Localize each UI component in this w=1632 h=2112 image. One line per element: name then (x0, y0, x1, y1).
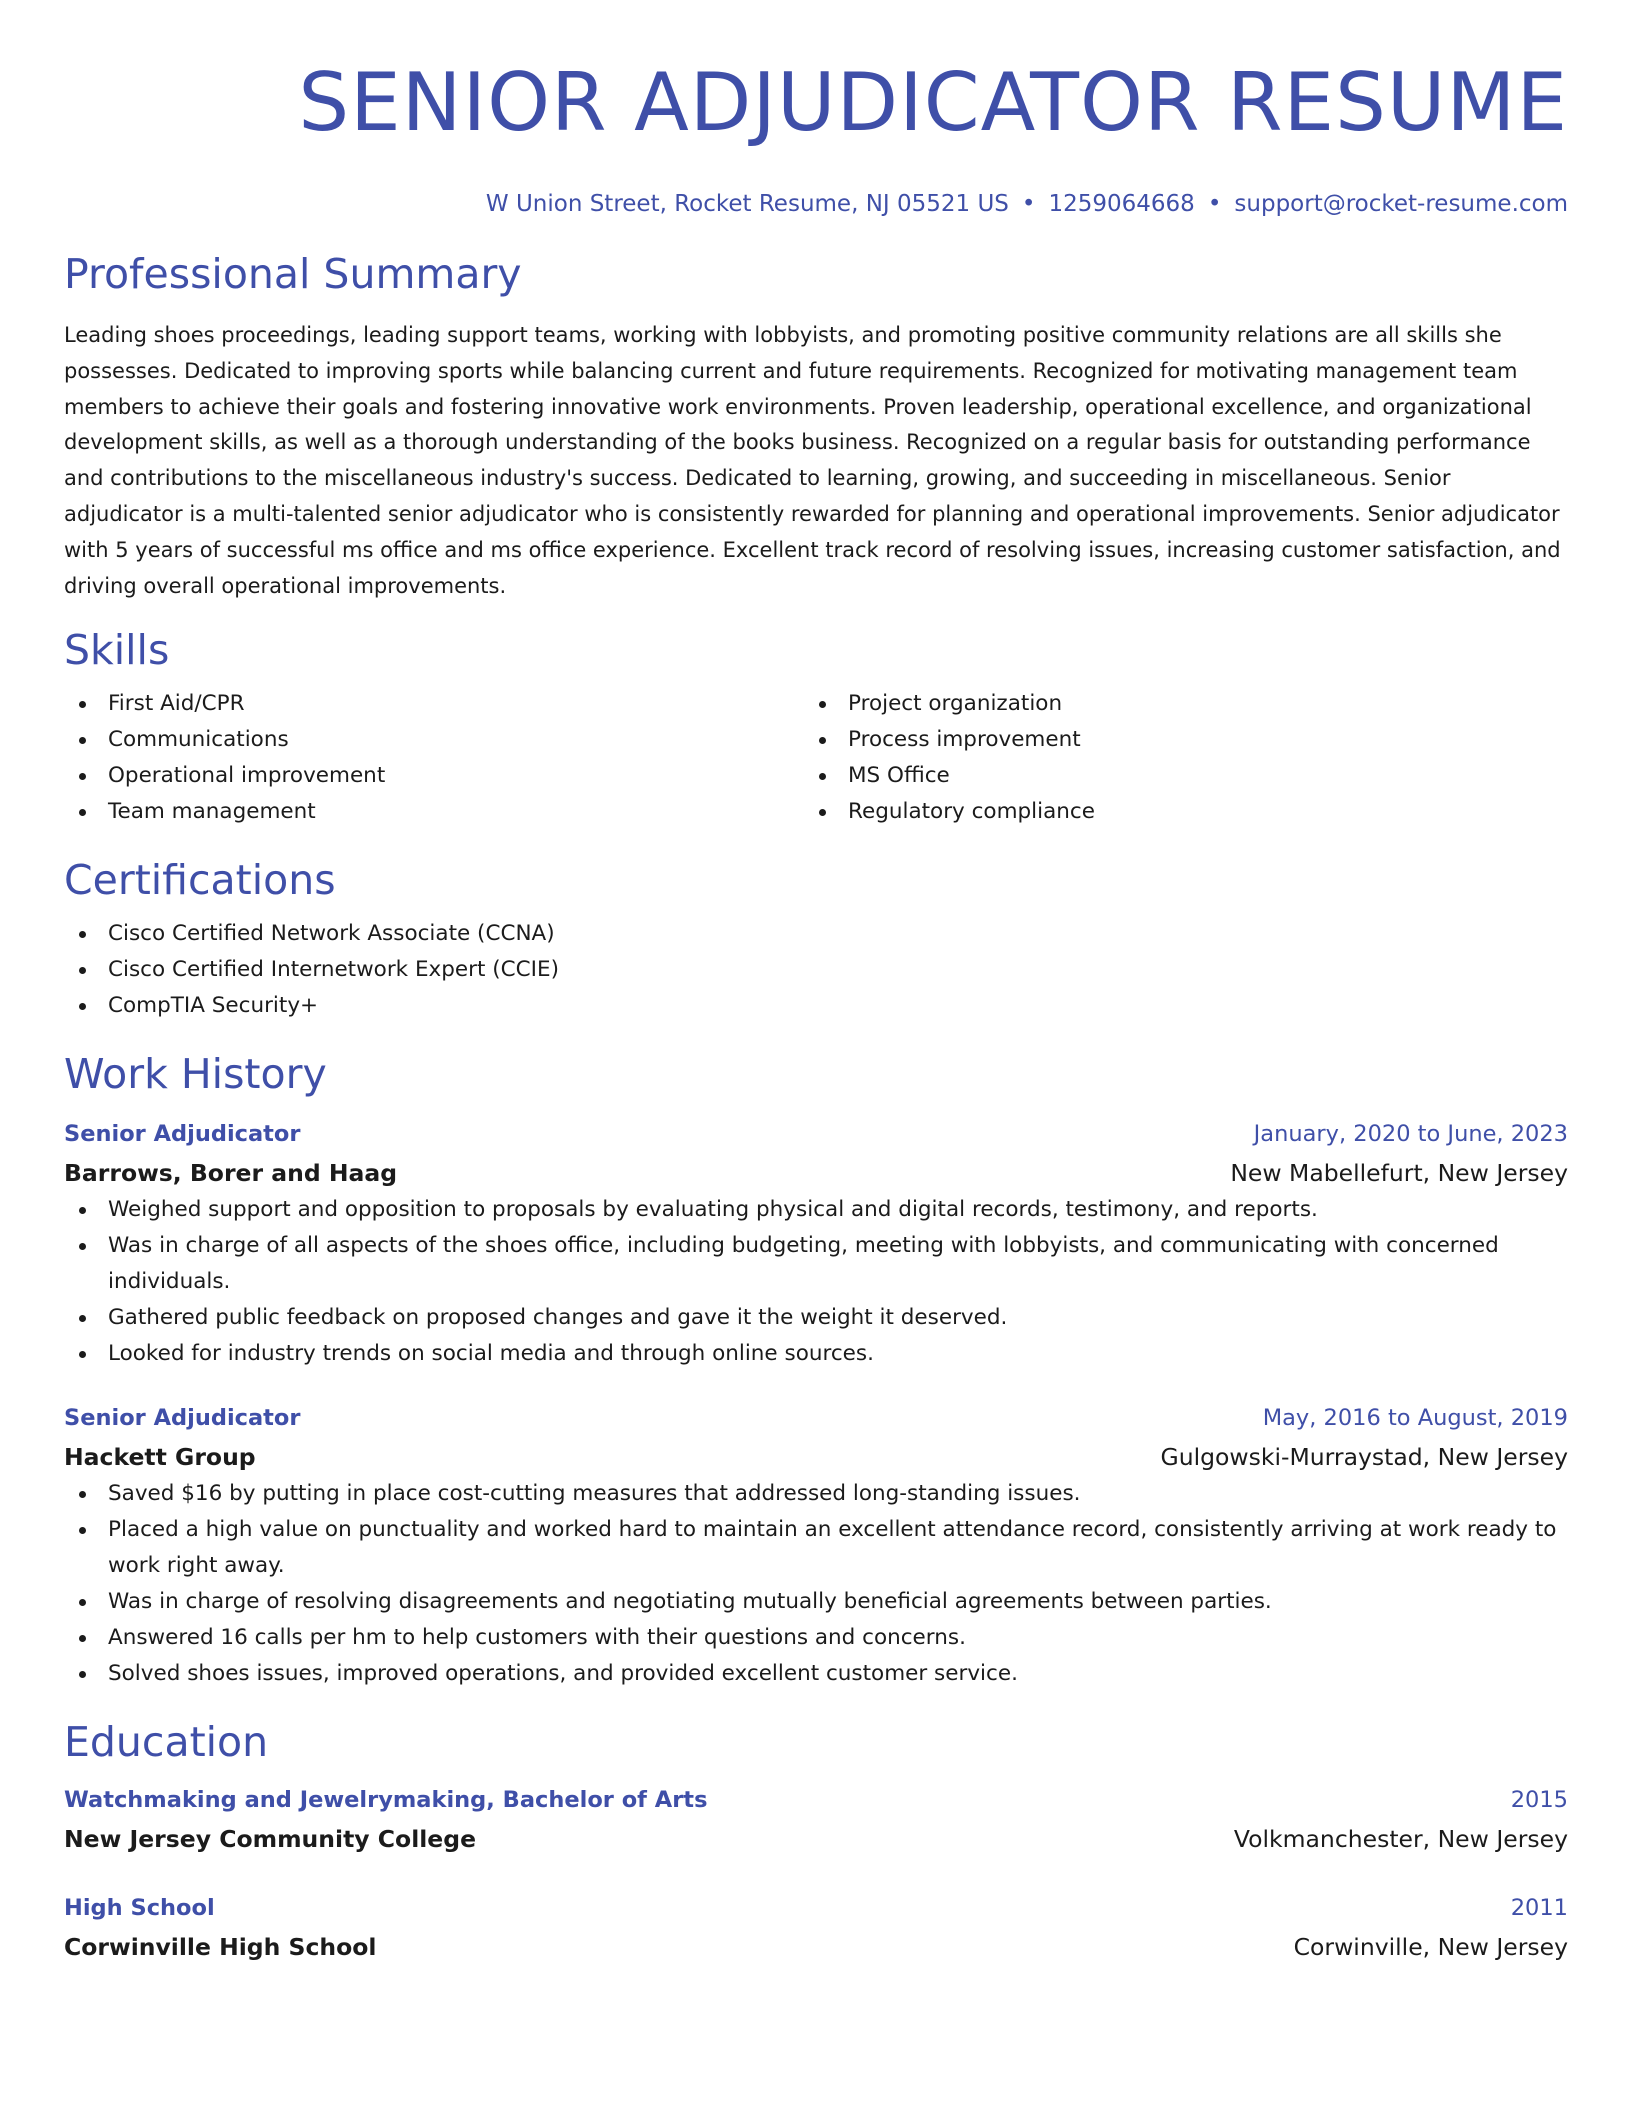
education-subheader (64, 1820, 1568, 1858)
education-heading: Education (64, 1718, 269, 1767)
education-entry (64, 1780, 1568, 1858)
summary-text: Leading shoes proceedings, leading support teams, working with lobbyists, and promoting positive community relations are all skills she possesses. Dedicated to improving sports while balancing current and future requirements. Recognized for motivating management team members to achieve their goals and fostering innovative work environments. Proven leadership, operational excellence, and organizational development skills, as well as a thorough understanding of the books business. Recognized on a regular basis for outstanding performance and contributions to the miscellaneous industry's success. Dedicated to learning, growing, and succeeding in miscellaneous. Senior adjudicator is a multi-talented senior adjudicator who is consistently rewarded for planning and operational improvements. Senior adjudicator with 5 years of successful ms office and ms office experience. Excellent track record of resolving issues, increasing customer satisfaction, and driving overall operational improvements. (64, 323, 1561, 598)
skill-item: MS Office (804, 758, 1564, 794)
job-subheader (64, 1438, 1568, 1476)
job-duties (64, 1192, 1568, 1372)
job-duty-item: Placed a high value on punctuality and worked hard to maintain an excellent attendance record, consistently arriving at work ready to work right away. (64, 1512, 1568, 1584)
education-location: Corwinville, New Jersey (1293, 1933, 1568, 1962)
certification-item: Cisco Certified Internetwork Expert (CCIE) (64, 952, 1568, 988)
skill-item: Communications (64, 722, 804, 758)
certification-item: Cisco Certified Network Associate (CCNA) (64, 916, 1568, 952)
contact-email[interactable]: support@rocket-resume.com (1234, 191, 1568, 217)
summary-heading: Professional Summary (64, 250, 522, 298)
education-subheader (64, 1928, 1568, 1966)
job-dates: May, 2016 to August, 2019 (1262, 1405, 1568, 1432)
education-year: 2015 (1510, 1787, 1568, 1814)
education-header (64, 1780, 1568, 1820)
education-school: Corwinville High School (64, 1933, 377, 1962)
skills-column-right (804, 686, 1564, 830)
job-duty-item: Gathered public feedback on proposed changes and gave it the weight it deserved. (64, 1300, 1568, 1336)
job-header (64, 1398, 1568, 1438)
skill-item: Team management (64, 794, 804, 830)
resume-title: SENIOR ADJUDICATOR RESUME (298, 56, 1568, 149)
education-header (64, 1888, 1568, 1928)
job-location: Gulgowski-Murraystad, New Jersey (1160, 1443, 1568, 1472)
contact-separator: • (1207, 191, 1222, 217)
education-year: 2011 (1510, 1895, 1568, 1922)
contact-address: W Union Street, Rocket Resume, NJ 05521 US (485, 191, 1009, 217)
education-school: New Jersey Community College (64, 1825, 477, 1854)
education-degree: Watchmaking and Jewelrymaking, Bachelor of Arts (64, 1787, 708, 1814)
skill-item: First Aid/CPR (64, 686, 804, 722)
certifications-list (64, 916, 1568, 1024)
skill-item: Operational improvement (64, 758, 804, 794)
skills-list (64, 686, 1568, 830)
job-subheader (64, 1154, 1568, 1192)
job-duty-item: Answered 16 calls per hm to help customers with their questions and concerns. (64, 1620, 1568, 1656)
certifications-heading: Certifications (64, 856, 336, 905)
job-duties (64, 1476, 1568, 1692)
job-company: Hackett Group (64, 1443, 256, 1472)
job-title: Senior Adjudicator (64, 1405, 301, 1432)
job-header (64, 1114, 1568, 1154)
education-location: Volkmanchester, New Jersey (1233, 1825, 1568, 1854)
job-location: New Mabellefurt, New Jersey (1230, 1159, 1568, 1188)
job-dates: January, 2020 to June, 2023 (1253, 1121, 1568, 1148)
skills-column-left (64, 686, 804, 830)
education-entry (64, 1888, 1568, 1966)
job-duty-item: Saved $16 by putting in place cost-cutting measures that addressed long-standing issues. (64, 1476, 1568, 1512)
work-history-heading: Work History (64, 1050, 327, 1099)
job-duty-item: Looked for industry trends on social media and through online sources. (64, 1336, 1568, 1372)
education-degree: High School (64, 1895, 215, 1922)
certification-item: CompTIA Security+ (64, 988, 1568, 1024)
skill-item: Process improvement (804, 722, 1564, 758)
job-entry (64, 1114, 1568, 1372)
job-duty-item: Solved shoes issues, improved operations, and provided excellent customer service. (64, 1656, 1568, 1692)
resume-header (64, 0, 1568, 220)
job-duty-item: Was in charge of all aspects of the shoes office, including budgeting, meeting with lobbyists, and communicating with concerned individuals. (64, 1228, 1568, 1300)
contact-separator: • (1021, 191, 1036, 217)
contact-phone: 1259064668 (1048, 191, 1195, 217)
contact-line (64, 188, 1568, 220)
job-company: Barrows, Borer and Haag (64, 1159, 398, 1188)
job-duty-item: Was in charge of resolving disagreements and negotiating mutually beneficial agreements between parties. (64, 1584, 1568, 1620)
job-entry (64, 1398, 1568, 1692)
skill-item: Regulatory compliance (804, 794, 1564, 830)
skill-item: Project organization (804, 686, 1564, 722)
skills-heading: Skills (64, 626, 170, 675)
job-title: Senior Adjudicator (64, 1121, 301, 1148)
job-duty-item: Weighed support and opposition to proposals by evaluating physical and digital records, testimony, and reports. (64, 1192, 1568, 1228)
